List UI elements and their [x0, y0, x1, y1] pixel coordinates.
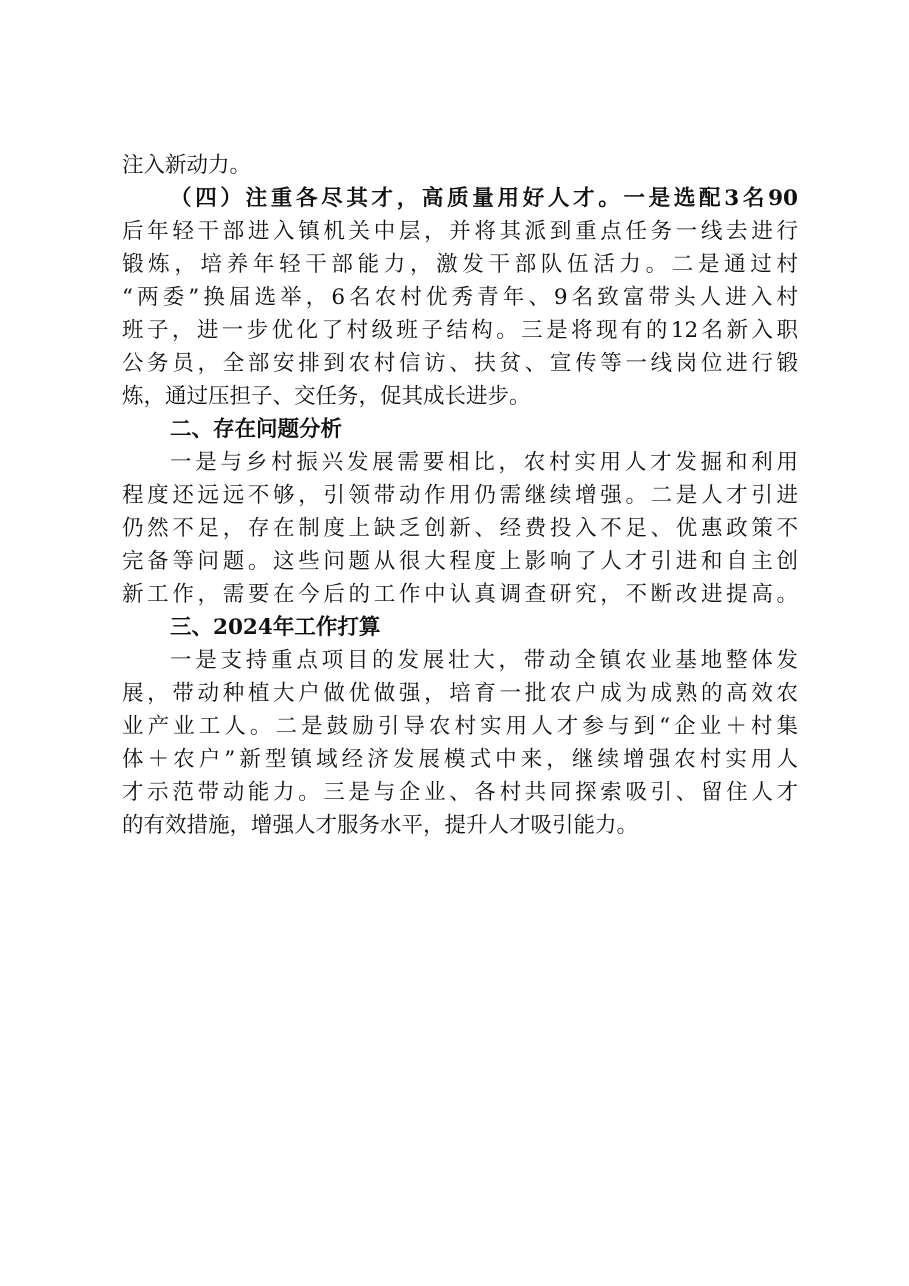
paragraph-line: 体＋农户”新型镇域经济发展模式中来，继续增强农村实用人 [122, 747, 798, 772]
paragraph-line: 新工作，需要在今后的工作中认真调查研究，不断改进提高。 [122, 582, 798, 607]
paragraph-line: 的有效措施，增强人才服务水平，提升人才吸引能力。 [122, 813, 639, 838]
paragraph-line: 才示范带动能力。三是与企业、各村共同探索吸引、留住人才 [122, 780, 798, 805]
paragraph-line: “两委”换届选举，6名农村优秀青年、9名致富带头人进入村 [122, 285, 798, 310]
paragraph-line: 程度还远远不够，引领带动作用仍需继续增强。二是人才引进 [122, 483, 798, 508]
paragraph-line: 一是与乡村振兴发展需要相比，农村实用人才发掘和利用 [170, 450, 798, 475]
paragraph-line: 完备等问题。这些问题从很大程度上影响了人才引进和自主创 [122, 549, 798, 574]
paragraph-line: 注入新动力。 [122, 153, 252, 178]
paragraph-line: 炼，通过压担子、交任务，促其成长进步。 [122, 384, 531, 409]
section-heading: 三、2024年工作打算 [170, 615, 381, 640]
paragraph-line: 班子，进一步优化了村级班子结构。三是将现有的12名新入职 [122, 318, 798, 343]
section-heading: 二、存在问题分析 [170, 417, 343, 442]
paragraph-line: 业产业工人。二是鼓励引导农村实用人才参与到“企业＋村集 [122, 714, 798, 739]
paragraph-line: （四）注重各尽其才，高质量用好人才。一是选配3名90 [170, 186, 798, 211]
paragraph-line: 后年轻干部进入镇机关中层，并将其派到重点任务一线去进行 [122, 219, 798, 244]
paragraph-line: 展，带动种植大户做优做强，培育一批农户成为成熟的高效农 [122, 681, 798, 706]
paragraph-line: 一是支持重点项目的发展壮大，带动全镇农业基地整体发 [170, 648, 798, 673]
paragraph-line: 公务员，全部安排到农村信访、扶贫、宣传等一线岗位进行锻 [122, 351, 798, 376]
paragraph-line: 锻炼，培养年轻干部能力，激发干部队伍活力。二是通过村 [122, 252, 798, 277]
paragraph-line: 仍然不足，存在制度上缺乏创新、经费投入不足、优惠政策不 [122, 516, 798, 541]
document-body [122, 149, 798, 842]
